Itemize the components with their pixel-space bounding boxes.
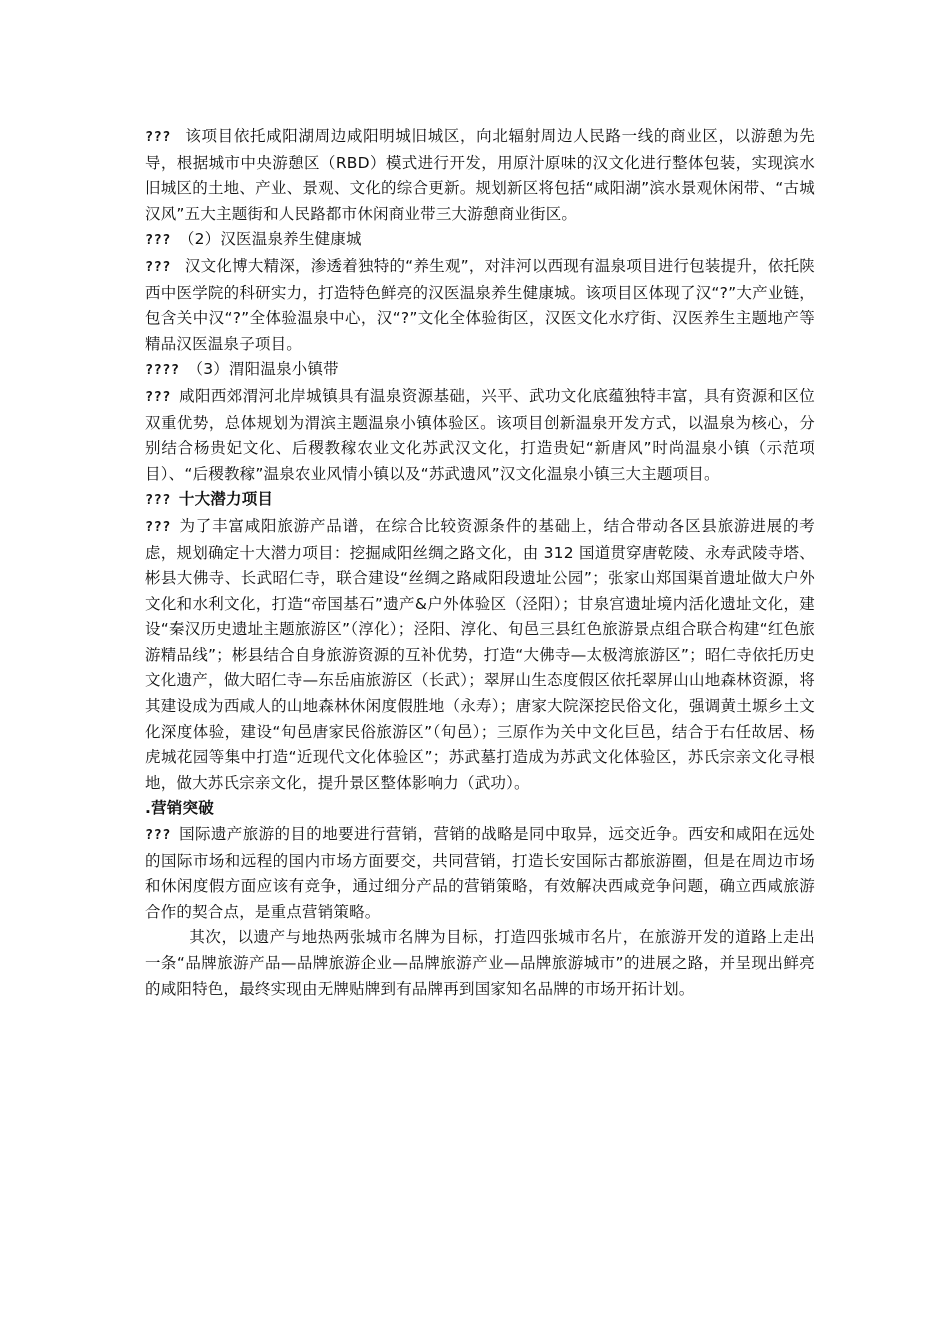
paragraph-text: 咸阳西郊渭河北岸城镇具有温泉资源基础，兴平、武功文化底蕴独特丰富，具有资源和区位双重优势，总体规划为渭滨主题温泉小镇体验区。该项目创新温泉开发方式，以温泉为核心，分别结合杨贵妃文化、后稷教稼农业文化苏武汉文化，打造贵妃“新唐风”时尚温泉小镇（示范项目）、“后稷教稼”温泉农业风情小镇以及“苏武遗风”汉文化温泉小镇三大主题项目。 [145, 386, 815, 483]
paragraph-text: 为了丰富咸阳旅游产品谱，在综合比较资源条件的基础上，结合带动各区县旅游进展的考虑，规划确定十大潜力项目：挖掘咸阳丝绸之路文化，由 312 国道贯穿唐乾陵、永寿武陵寺塔、彬县大佛寺、长武昭仁寺，联合建设“丝绸之路咸阳段遗址公园”；张家山郑国渠首遗址做大户外文化和水利文化，打造“帝国基石”遗产&户外体验区（泾阳）；甘泉宫遗址境内活化遗址文化，建设“秦汉历史遗址主题旅游区”（淳化）；泾阳、淳化、旬邑三县红色旅游景点组合联合构建“红色旅游精品线”；彬县结合自身旅游资源的互补优势，打造“大佛寺—太极湾旅游区”；昭仁寺依托历史文化遗产，做大昭仁寺—东岳庙旅游区（长武）；翠屏山生态度假区依托翠屏山山地森林资源，将其建设成为西咸人的山地森林休闲度假胜地（永寿）；唐家大院深挖民俗文化，强调黄土塬乡土文化深度体验，建设“旬邑唐家民俗旅游区”（旬邑）；三原作为关中文化巨邑，结合于右任故居、杨虎城花园等集中打造“近现代文化体验区”；苏武墓打造成为苏武文化体验区，苏氏宗亲文化寻根地，做大苏氏宗亲文化，提升景区整体影响力（武功）。 [145, 516, 815, 792]
paragraph-text: 汉文化博大精深，渗透着独特的“养生观”，对沣河以西现有温泉项目进行包装提升，依托陕西中医学院的科研实力，打造特色鲜亮的汉医温泉养生健康城。该项目区体现了汉“?”大产业链，包含关中汉“?”全体验温泉中心，汉“?”文化全体验街区，汉医文化水疗街、汉医养生主题地产等精品汉医温泉子项目。 [145, 256, 815, 353]
paragraph-weiyang-towns [145, 384, 815, 487]
paragraph-hanyi-spa [145, 254, 815, 357]
unknown-glyph-marker: ??? [145, 827, 171, 844]
subheading-weiyang-towns [145, 357, 815, 384]
heading-text: 十大潜力项目 [178, 490, 274, 509]
paragraph-ten-projects [145, 514, 815, 797]
heading-ten-projects [145, 487, 815, 514]
paragraph-text: 其次，以遗产与地热两张城市名牌为目标，打造四张城市名片，在旅游开发的道路上走出一条“品牌旅游产品—品牌旅游企业—品牌旅游产业—品牌旅游城市”的进展之路，并呈现出鲜亮的咸阳特色，最终实现由无牌贴牌到有品牌再到国家知名品牌的市场开拓计划。 [145, 928, 815, 998]
subheading-hanyi-spa [145, 227, 815, 254]
heading-text: 营销突破 [151, 799, 214, 818]
heading-marker: . [145, 799, 152, 818]
paragraph-brand-cities [145, 925, 815, 1002]
document-body [145, 124, 815, 1002]
paragraph-text: 国际遗产旅游的目的地要进行营销，营销的战略是同中取异，远交近争。西安和咸阳在远处的国际市场和远程的国内市场方面要交，共同营销，打造长安国际古都旅游圈，但是在周边市场和休闲度假方面应该有竞争，通过细分产品的营销策略，有效解决西咸竞争问题，确立西咸旅游合作的契合点，是重点营销策略。 [145, 825, 815, 921]
unknown-glyph-marker: ???? [145, 362, 180, 379]
subheading-text: （2）汉医温泉养生健康城 [178, 230, 362, 249]
unknown-glyph-marker: ??? [145, 129, 171, 145]
unknown-glyph-marker: ??? [145, 258, 171, 275]
paragraph-hanfeng-district [145, 124, 815, 227]
unknown-glyph-marker: ??? [145, 232, 171, 249]
paragraph-text: 该项目依托咸阳湖周边咸阳明城旧城区，向北辐射周边人民路一线的商业区，以游憩为先导，根据城市中央游憩区（RBD）模式进行开发，用原汁原味的汉文化进行整体包装，实现滨水旧城区的土地、产业、景观、文化的综合更新。规划新区将包括“咸阳湖”滨水景观休闲带、“古城汉风”五大主题街和人民路都市休闲商业带三大游憩商业街区。 [145, 127, 815, 223]
heading-marketing [145, 796, 815, 822]
unknown-glyph-marker: ??? [145, 492, 171, 509]
paragraph-marketing-strategy [145, 822, 815, 925]
subheading-text: （3）渭阳温泉小镇带 [187, 360, 339, 379]
unknown-glyph-marker: ??? [145, 388, 171, 405]
unknown-glyph-marker: ??? [145, 518, 171, 535]
